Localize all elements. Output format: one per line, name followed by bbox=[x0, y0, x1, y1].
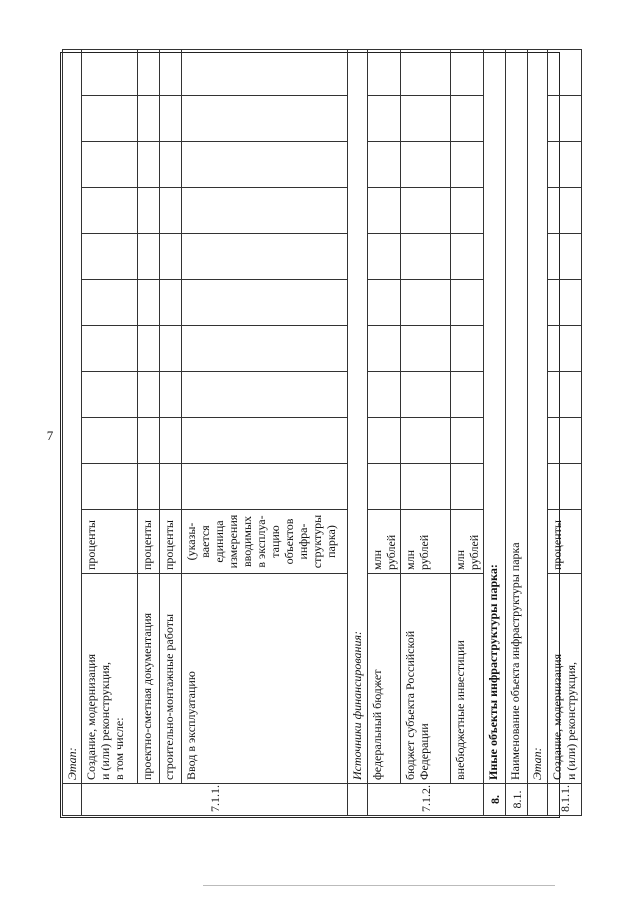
row-unit: проценты bbox=[82, 510, 138, 574]
row-label: бюджет субъекта Российской Федерации bbox=[401, 574, 451, 784]
indicators-table bbox=[62, 49, 582, 816]
section-heading: Иные объекты инфраструктуры парка: bbox=[484, 49, 506, 783]
table-row bbox=[548, 49, 582, 815]
rotated-table bbox=[62, 54, 578, 816]
table-row bbox=[348, 49, 368, 815]
table-row bbox=[528, 49, 548, 815]
table-row bbox=[160, 49, 182, 815]
row-unit: млн рублей bbox=[368, 510, 401, 574]
row-number: 7.1.1. bbox=[82, 784, 348, 816]
scan-edge-line bbox=[203, 885, 555, 886]
row-label: проектно-сметная документация bbox=[138, 574, 160, 784]
row-label: Ввод в эксплуатацию bbox=[182, 574, 348, 784]
row-label: федеральный бюджет bbox=[368, 574, 401, 784]
table-row bbox=[82, 49, 138, 815]
row-unit: проценты bbox=[138, 510, 160, 574]
row-number: 8. bbox=[484, 784, 506, 816]
row-number: 7.1.2. bbox=[368, 784, 484, 816]
stage-label: Этап: bbox=[63, 49, 82, 783]
row-label: строительно-монтажные работы bbox=[160, 574, 182, 784]
table-row bbox=[63, 49, 82, 815]
financing-label: Источники финансирования: bbox=[348, 49, 368, 783]
rotated-table-container bbox=[62, 54, 578, 816]
row-label: внебюджетные инвестиции bbox=[451, 574, 484, 784]
table-row bbox=[182, 49, 348, 815]
row-unit: проценты bbox=[548, 510, 582, 574]
row-unit: (указы- вается единица измерения вводимых в эксплуа- тацию объектов инфра- структуры парка) bbox=[182, 510, 348, 574]
table-row bbox=[451, 49, 484, 815]
page-number: 7 bbox=[46, 428, 54, 443]
table-row bbox=[401, 49, 451, 815]
row-label: Создание, модернизация и (или) реконструкция, в том числе: bbox=[82, 574, 138, 784]
table-row bbox=[138, 49, 160, 815]
table-row bbox=[506, 49, 528, 815]
row-label: Наименование объекта инфраструктуры парка bbox=[506, 49, 528, 783]
row-unit: проценты bbox=[160, 510, 182, 574]
row-unit: млн рублей bbox=[401, 510, 451, 574]
row-number: 8.1.1. bbox=[548, 784, 582, 816]
table-row bbox=[484, 49, 506, 815]
stage-label: Этап: bbox=[528, 49, 548, 783]
row-unit: млн рублей bbox=[451, 510, 484, 574]
row-label: Создание, модернизация и (или) реконструкция, bbox=[548, 574, 582, 784]
table-row bbox=[368, 49, 401, 815]
row-number: 8.1. bbox=[506, 784, 528, 816]
